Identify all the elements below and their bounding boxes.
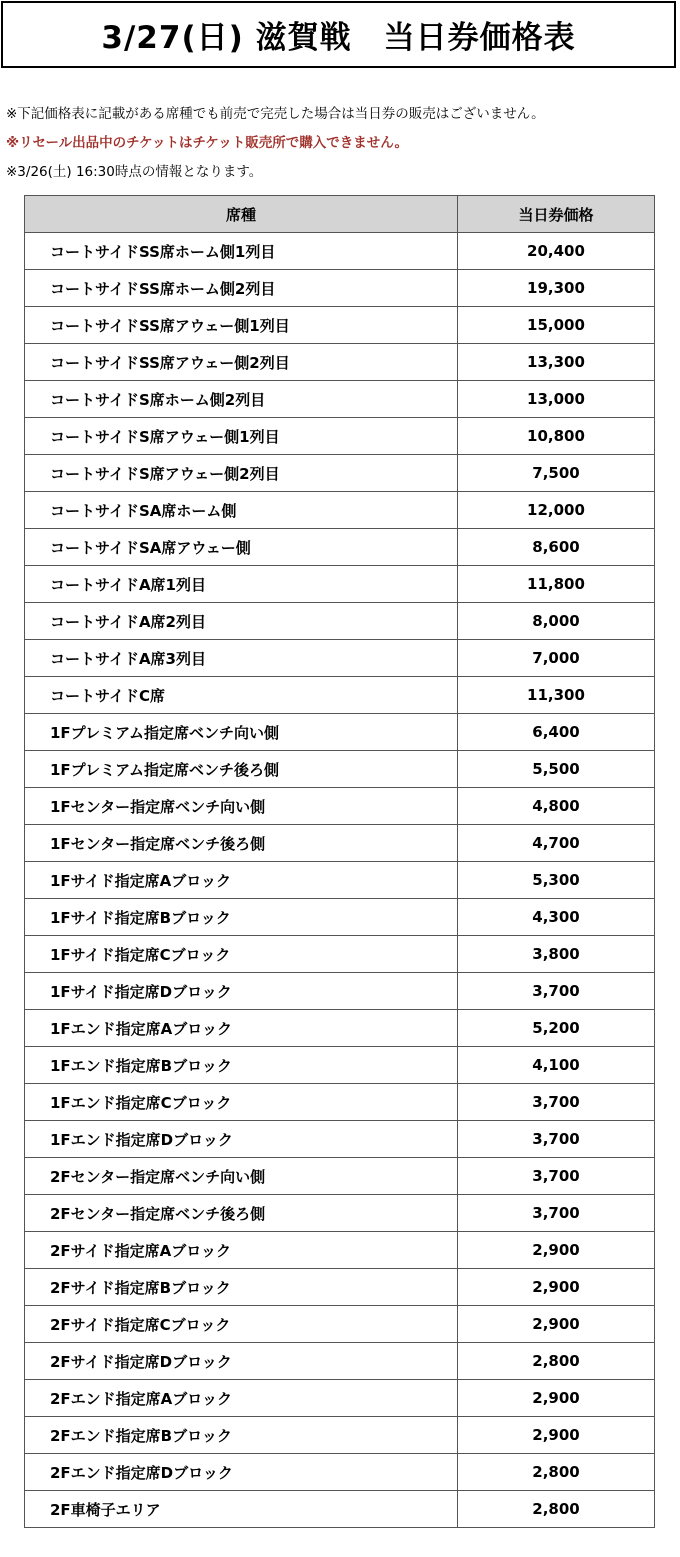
table-row bbox=[25, 455, 655, 492]
price-cell: 13,000 bbox=[458, 381, 655, 418]
seat-type-cell: コートサイドSS席ホーム側1列目 bbox=[25, 233, 458, 270]
price-cell: 5,500 bbox=[458, 751, 655, 788]
price-cell: 6,400 bbox=[458, 714, 655, 751]
price-cell: 15,000 bbox=[458, 307, 655, 344]
seat-type-cell: コートサイドS席ホーム側2列目 bbox=[25, 381, 458, 418]
title-box bbox=[1, 1, 676, 68]
table-row bbox=[25, 1047, 655, 1084]
seat-type-cell: 2Fエンド指定席Dブロック bbox=[25, 1454, 458, 1491]
price-cell: 3,800 bbox=[458, 936, 655, 973]
price-cell: 8,000 bbox=[458, 603, 655, 640]
price-cell: 2,800 bbox=[458, 1454, 655, 1491]
table-row bbox=[25, 788, 655, 825]
table-row bbox=[25, 1121, 655, 1158]
seat-type-cell: コートサイドA席2列目 bbox=[25, 603, 458, 640]
seat-type-cell: 2Fエンド指定席Aブロック bbox=[25, 1380, 458, 1417]
table-row bbox=[25, 529, 655, 566]
table-row bbox=[25, 899, 655, 936]
price-cell: 7,000 bbox=[458, 640, 655, 677]
seat-type-cell: 2Fセンター指定席ベンチ後ろ側 bbox=[25, 1195, 458, 1232]
seat-type-cell: 1Fプレミアム指定席ベンチ後ろ側 bbox=[25, 751, 458, 788]
price-cell: 2,900 bbox=[458, 1306, 655, 1343]
price-cell: 3,700 bbox=[458, 1158, 655, 1195]
table-row bbox=[25, 973, 655, 1010]
note-resale-warning: ※リセール出品中のチケットはチケット販売所で購入できません。 bbox=[6, 135, 409, 151]
price-cell: 11,300 bbox=[458, 677, 655, 714]
table-row bbox=[25, 492, 655, 529]
table-row bbox=[25, 1380, 655, 1417]
seat-type-cell: 1Fエンド指定席Dブロック bbox=[25, 1121, 458, 1158]
table-row bbox=[25, 1084, 655, 1121]
seat-type-cell: 2Fサイド指定席Dブロック bbox=[25, 1343, 458, 1380]
price-table bbox=[24, 195, 655, 1528]
price-cell: 2,800 bbox=[458, 1343, 655, 1380]
price-cell: 13,300 bbox=[458, 344, 655, 381]
table-row bbox=[25, 1491, 655, 1528]
price-cell: 4,700 bbox=[458, 825, 655, 862]
price-cell: 4,800 bbox=[458, 788, 655, 825]
seat-type-cell: 2Fセンター指定席ベンチ向い側 bbox=[25, 1158, 458, 1195]
table-row bbox=[25, 1158, 655, 1195]
seat-type-cell: 2Fサイド指定席Cブロック bbox=[25, 1306, 458, 1343]
seat-type-cell: コートサイドSS席ホーム側2列目 bbox=[25, 270, 458, 307]
price-cell: 7,500 bbox=[458, 455, 655, 492]
seat-type-cell: 1Fプレミアム指定席ベンチ向い側 bbox=[25, 714, 458, 751]
seat-type-cell: 2Fサイド指定席Aブロック bbox=[25, 1232, 458, 1269]
table-body bbox=[25, 233, 655, 1528]
seat-type-cell: 1Fエンド指定席Bブロック bbox=[25, 1047, 458, 1084]
table-row bbox=[25, 1010, 655, 1047]
note-sold-out: ※下記価格表に記載がある席種でも前売で完売した場合は当日券の販売はございません。 bbox=[6, 106, 545, 122]
seat-type-cell: コートサイドSS席アウェー側1列目 bbox=[25, 307, 458, 344]
seat-type-cell: 1Fエンド指定席Cブロック bbox=[25, 1084, 458, 1121]
seat-type-cell: コートサイドS席アウェー側2列目 bbox=[25, 455, 458, 492]
table-row bbox=[25, 603, 655, 640]
table-row bbox=[25, 936, 655, 973]
price-cell: 2,900 bbox=[458, 1269, 655, 1306]
seat-type-cell: コートサイドC席 bbox=[25, 677, 458, 714]
table-row bbox=[25, 640, 655, 677]
table-row bbox=[25, 1343, 655, 1380]
price-cell: 5,300 bbox=[458, 862, 655, 899]
price-cell: 2,900 bbox=[458, 1380, 655, 1417]
table-row bbox=[25, 1269, 655, 1306]
price-cell: 8,600 bbox=[458, 529, 655, 566]
price-cell: 3,700 bbox=[458, 1084, 655, 1121]
seat-type-cell: 2Fサイド指定席Bブロック bbox=[25, 1269, 458, 1306]
price-cell: 19,300 bbox=[458, 270, 655, 307]
price-cell: 11,800 bbox=[458, 566, 655, 603]
table-row bbox=[25, 677, 655, 714]
table-row bbox=[25, 233, 655, 270]
seat-type-cell: 2Fエンド指定席Bブロック bbox=[25, 1417, 458, 1454]
table-row bbox=[25, 714, 655, 751]
price-cell: 3,700 bbox=[458, 1121, 655, 1158]
notes bbox=[6, 100, 674, 187]
seat-type-cell: コートサイドSA席ホーム側 bbox=[25, 492, 458, 529]
price-cell: 2,900 bbox=[458, 1232, 655, 1269]
seat-type-cell: 1Fサイド指定席Aブロック bbox=[25, 862, 458, 899]
table-row bbox=[25, 418, 655, 455]
price-cell: 12,000 bbox=[458, 492, 655, 529]
seat-type-cell: コートサイドSS席アウェー側2列目 bbox=[25, 344, 458, 381]
seat-type-cell: コートサイドA席3列目 bbox=[25, 640, 458, 677]
seat-type-cell: コートサイドSA席アウェー側 bbox=[25, 529, 458, 566]
seat-type-cell: 1Fエンド指定席Aブロック bbox=[25, 1010, 458, 1047]
price-cell: 2,900 bbox=[458, 1417, 655, 1454]
column-header-price: 当日券価格 bbox=[458, 196, 655, 233]
seat-type-cell: 2F車椅子エリア bbox=[25, 1491, 458, 1528]
table-row bbox=[25, 344, 655, 381]
table-row bbox=[25, 1454, 655, 1491]
table-row bbox=[25, 307, 655, 344]
table-row bbox=[25, 1232, 655, 1269]
column-header-seat-type: 席種 bbox=[25, 196, 458, 233]
seat-type-cell: コートサイドA席1列目 bbox=[25, 566, 458, 603]
price-cell: 4,100 bbox=[458, 1047, 655, 1084]
price-cell: 10,800 bbox=[458, 418, 655, 455]
table-header-row bbox=[25, 196, 655, 233]
seat-type-cell: コートサイドS席アウェー側1列目 bbox=[25, 418, 458, 455]
table-row bbox=[25, 1195, 655, 1232]
seat-type-cell: 1Fサイド指定席Bブロック bbox=[25, 899, 458, 936]
seat-type-cell: 1Fサイド指定席Cブロック bbox=[25, 936, 458, 973]
seat-type-cell: 1Fセンター指定席ベンチ向い側 bbox=[25, 788, 458, 825]
table-row bbox=[25, 751, 655, 788]
price-cell: 3,700 bbox=[458, 1195, 655, 1232]
table-row bbox=[25, 862, 655, 899]
page-title: 3/27(日) 滋賀戦 当日券価格表 bbox=[101, 20, 576, 56]
table-row bbox=[25, 381, 655, 418]
table-row bbox=[25, 566, 655, 603]
seat-type-cell: 1Fサイド指定席Dブロック bbox=[25, 973, 458, 1010]
price-cell: 20,400 bbox=[458, 233, 655, 270]
price-cell: 4,300 bbox=[458, 899, 655, 936]
price-cell: 2,800 bbox=[458, 1491, 655, 1528]
note-info-timestamp: ※3/26(土) 16:30時点の情報となります。 bbox=[6, 164, 263, 180]
table-row bbox=[25, 1417, 655, 1454]
price-cell: 3,700 bbox=[458, 973, 655, 1010]
price-cell: 5,200 bbox=[458, 1010, 655, 1047]
seat-type-cell: 1Fセンター指定席ベンチ後ろ側 bbox=[25, 825, 458, 862]
table-row bbox=[25, 825, 655, 862]
table-row bbox=[25, 270, 655, 307]
table-row bbox=[25, 1306, 655, 1343]
